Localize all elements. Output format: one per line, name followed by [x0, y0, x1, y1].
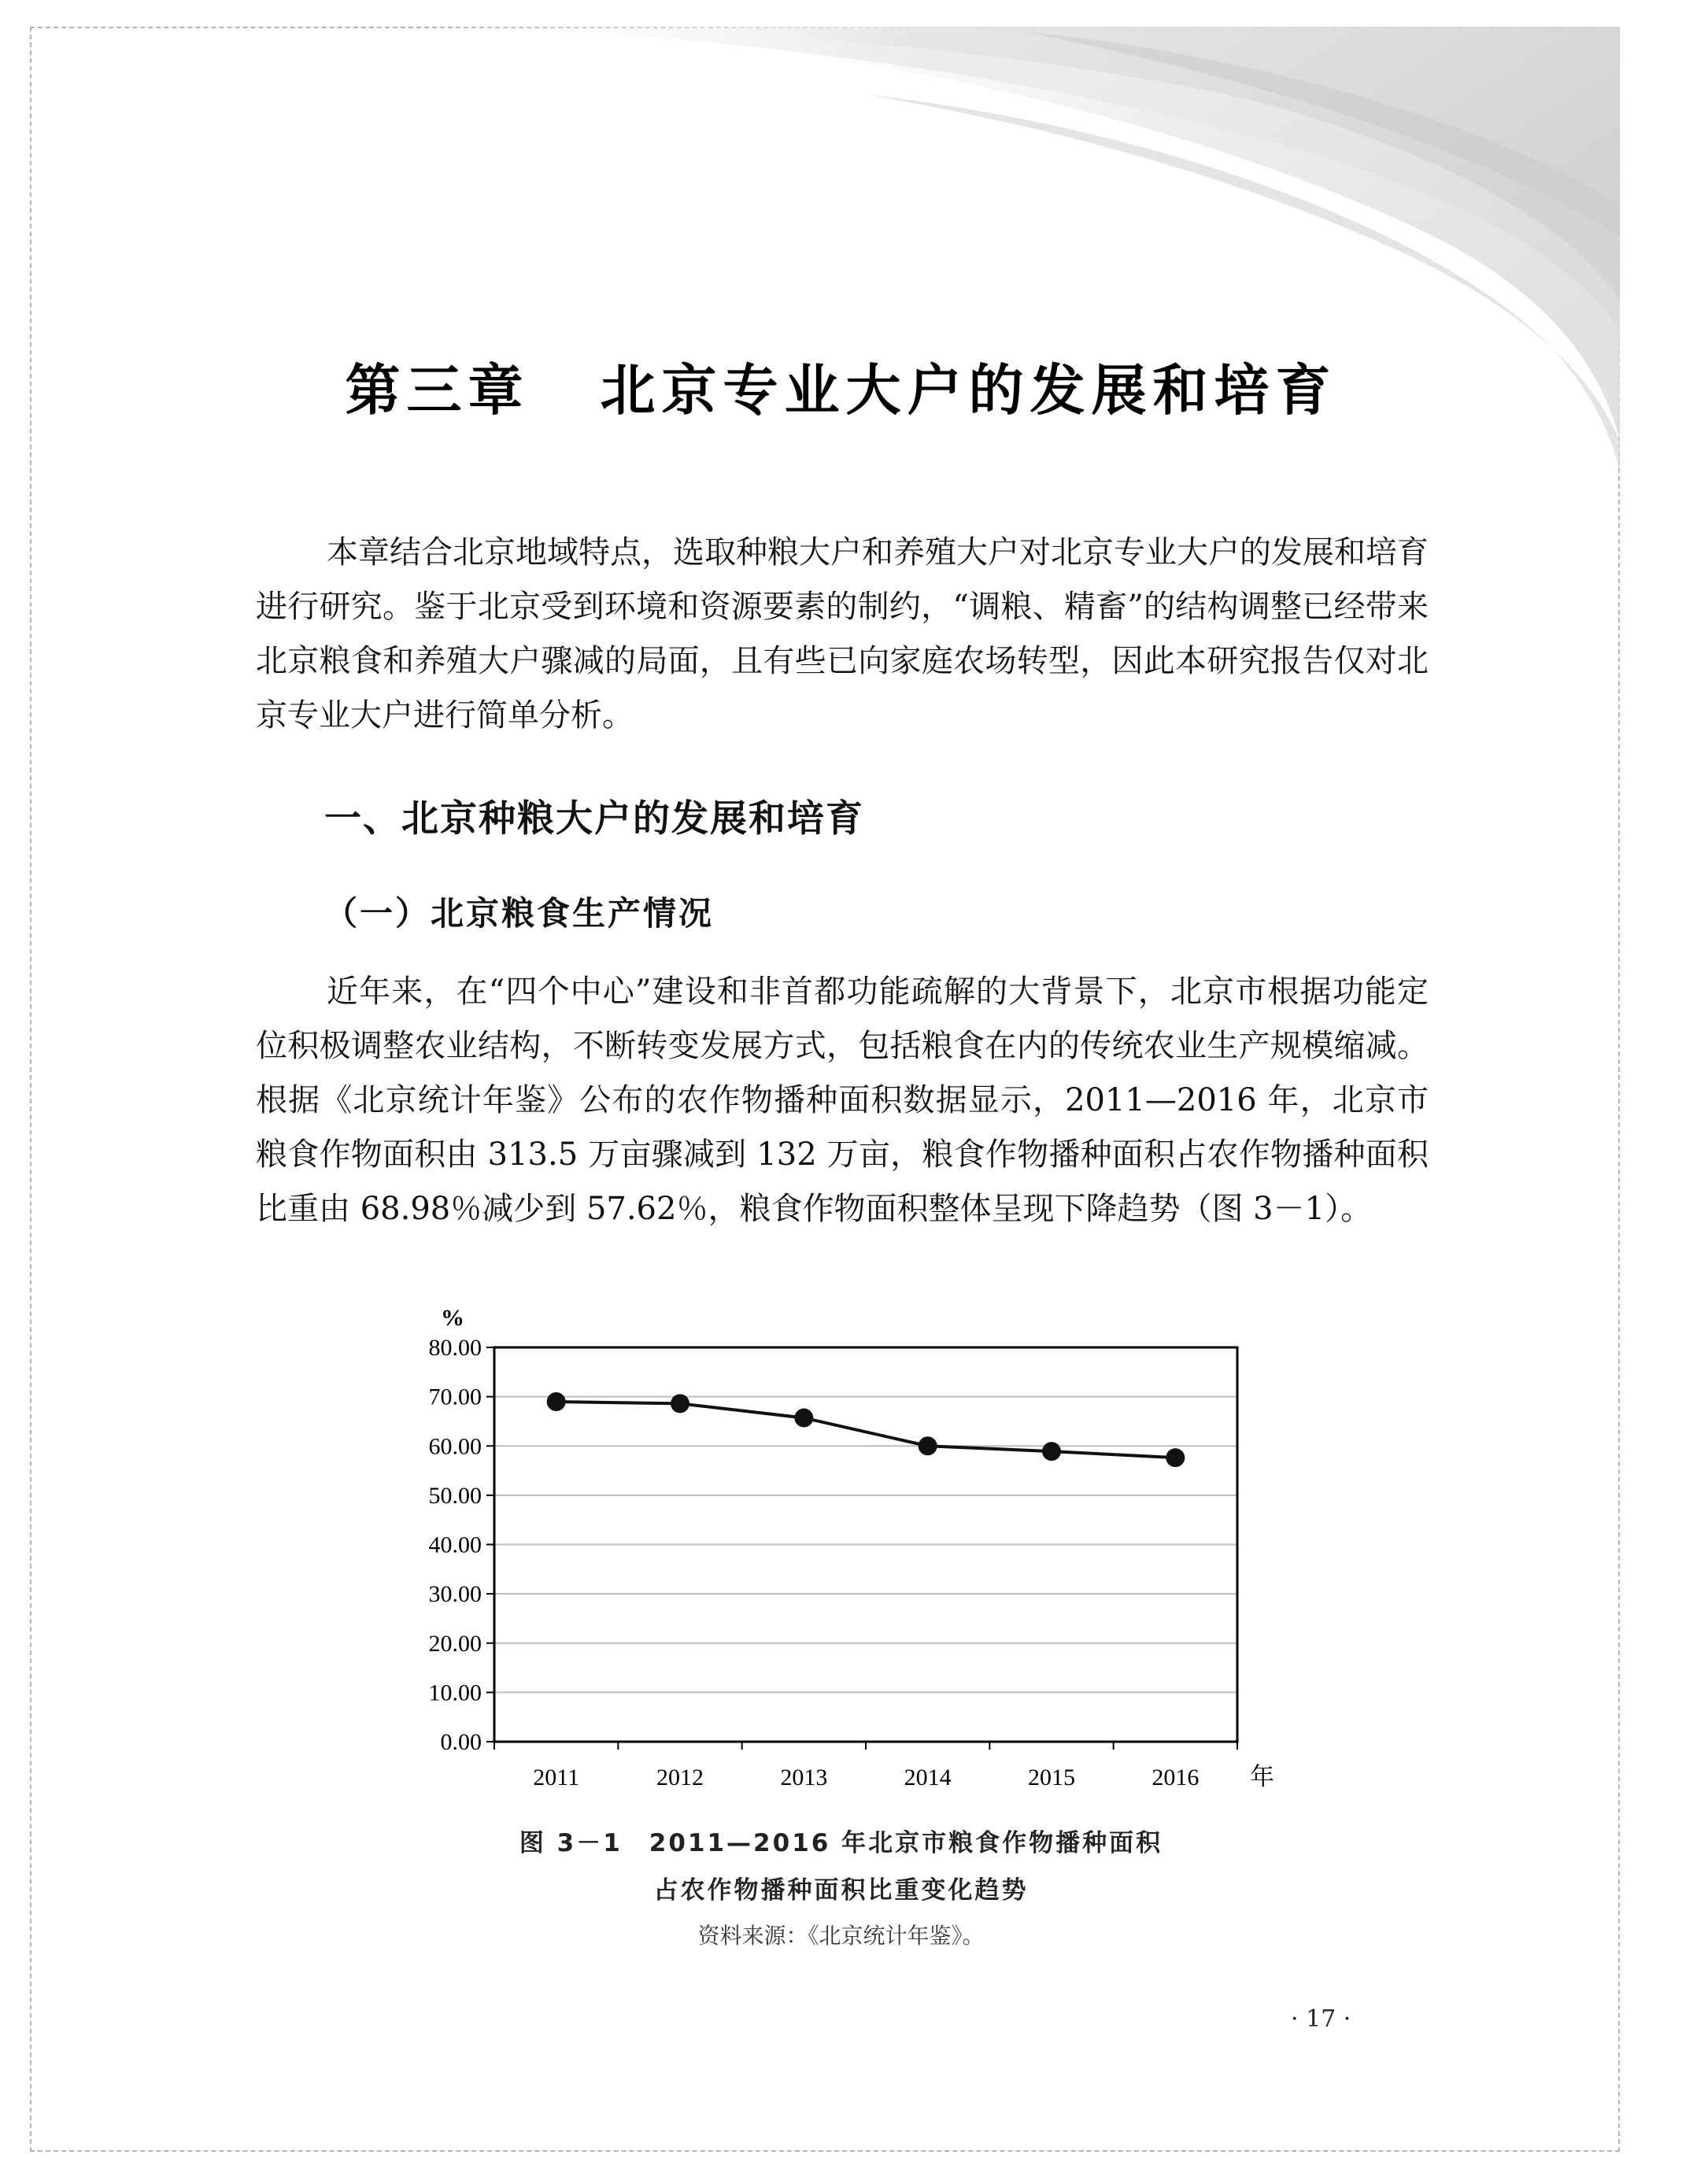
- y-tick-label: 80.00: [428, 1335, 482, 1361]
- data-point: [1042, 1442, 1061, 1461]
- y-axis-label: %: [441, 1305, 464, 1331]
- chart-svg: [409, 1291, 1322, 1802]
- data-point: [671, 1394, 689, 1413]
- chapter-name: 北京专业大户的发展和培育: [600, 358, 1337, 423]
- x-tick-label: 2013: [780, 1765, 828, 1790]
- intro-paragraph: 本章结合北京地域特点，选取种粮大户和养殖大户对北京专业大户的发展和培育进行研究。鉴于北京受到环境和资源要素的制约，“调粮、精畜”的结构调整已经带来北京粮食和养殖大户骤减的局面，且有些已向家庭农场转型，因此本研究报告仅对北京专业大户进行简单分析。: [256, 534, 1429, 734]
- x-tick-label: 2014: [904, 1765, 952, 1790]
- chapter-title: [0, 346, 1682, 426]
- data-point: [919, 1436, 937, 1455]
- subsection-heading: （一）北京粮食生产情况: [324, 894, 715, 933]
- figure-source: 资料来源：《北京统计年鉴》。: [697, 1923, 985, 1949]
- page-number: · 17 ·: [1291, 2005, 1351, 2033]
- body-paragraph: 近年来，在“四个中心”建设和非首都功能疏解的大背景下，北京市根据功能定位积极调整农业结构，不断转变发展方式，包括粮食在内的传统农业生产规模缩减。根据《北京统计年鉴》公布的农作物播种面积数据显示，2011—2016 年，北京市粮食作物面积由 313.5 万亩骤减到 132 万亩，粮食作物播种面积占农作物播种面积比重由 68.98％减少到 57.62％，粮食作物面积整体呈现下降趋势（图 3－1）。: [256, 974, 1429, 1227]
- y-tick-label: 40.00: [428, 1532, 482, 1558]
- x-tick-label: 2016: [1152, 1765, 1200, 1790]
- line-chart: [409, 1291, 1322, 1802]
- x-tick-label: 2011: [533, 1765, 580, 1790]
- data-point: [547, 1392, 566, 1411]
- x-tick-label: 2012: [656, 1765, 704, 1790]
- data-point: [1166, 1448, 1185, 1467]
- y-tick-label: 60.00: [428, 1433, 482, 1460]
- data-point: [794, 1409, 813, 1428]
- y-tick-label: 10.00: [428, 1680, 482, 1706]
- figure-caption-line1: 图 3－1 2011—2016 年北京市粮食作物播种面积: [519, 1829, 1163, 1857]
- chapter-number: 第三章: [345, 358, 530, 423]
- x-axis-label: 年: [1250, 1763, 1274, 1791]
- y-tick-label: 30.00: [428, 1581, 482, 1608]
- series-line: [556, 1402, 1176, 1458]
- figure-caption-line2: 占农作物播种面积比重变化趋势: [653, 1876, 1029, 1905]
- y-tick-label: 20.00: [428, 1630, 482, 1657]
- y-tick-label: 0.00: [440, 1729, 482, 1755]
- y-tick-label: 50.00: [428, 1482, 482, 1509]
- section-heading: 一、北京种粮大户的发展和培育: [324, 797, 864, 841]
- decorative-swoosh: [0, 0, 1682, 551]
- y-tick-label: 70.00: [428, 1384, 482, 1410]
- x-tick-label: 2015: [1028, 1765, 1075, 1790]
